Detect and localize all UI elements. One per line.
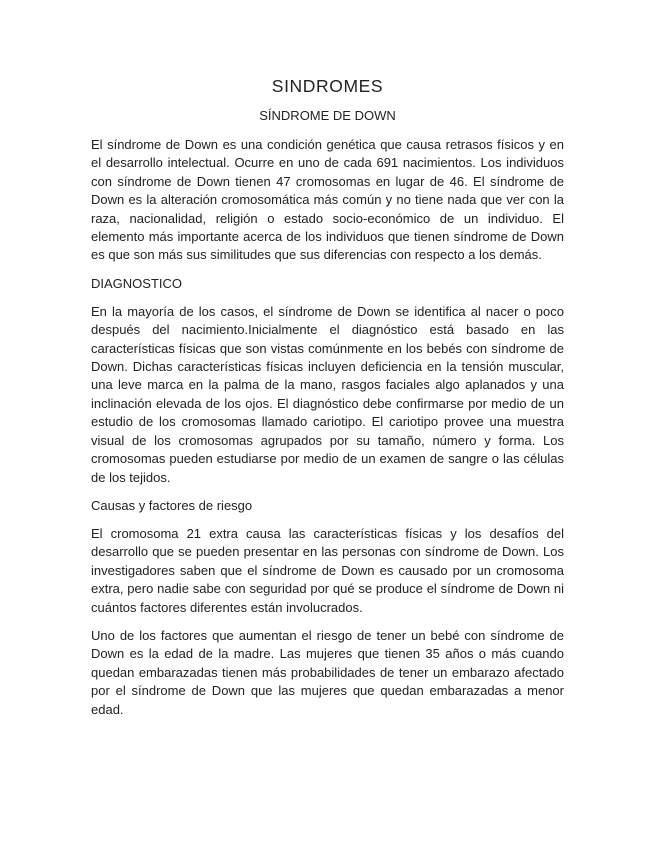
causes-heading: Causas y factores de riesgo (91, 497, 253, 513)
diagnosis-heading: DIAGNOSTICO (91, 275, 183, 291)
document-title: SINDROMES (271, 76, 384, 96)
intro-paragraph: El síndrome de Down es una condición genética que causa retrasos físicos y en el desarrollo intelectual. Ocurre en uno de cada 691 nacimientos. Los individuos con síndrome de Down tienen 47 cromosomas en lugar de 46. El síndrome de Down es la alteración cromosomática más común y no tiene nada que ver con la raza, nacionalidad, religión o estado socio-económico de un individuo. El elemento más importante acerca de los individuos que tienen síndrome de Down es que son más sus similitudes que sus diferencias con respecto a los demás. (91, 137, 564, 263)
causes-paragraph-1: El cromosoma 21 extra causa las características físicas y los desafíos del desarrollo que se pueden presentar en las personas con síndrome de Down. Los investigadores saben que el síndrome de Down es causado por un cromosoma extra, pero nadie sabe con seguridad por qué se produce el síndrome de Down ni cuántos factores diferentes están involucrados. (91, 525, 564, 615)
causes-paragraph-2: Uno de los factores que aumentan el riesgo de tener un bebé con síndrome de Down es la edad de la madre. Las mujeres que tienen 35 años o más cuando quedan embarazadas tienen más probabilidades de tener un embarazo afectado por el síndrome de Down que las mujeres que quedan embarazadas a menor edad. (91, 627, 564, 717)
diagnosis-paragraph: En la mayoría de los casos, el síndrome de Down se identifica al nacer o poco después del nacimiento.Inicialmente el diagnóstico está basado en las características físicas que son vistas comúnmente en los bebés con síndrome de Down. Dichas características físicas incluyen deficiencia en la tensión muscular, una leve marca en la palma de la mano, rasgos faciales algo aplanados y una inclinación elevada de los ojos. El diagnóstico debe confirmarse por medio de un estudio de los cromosomas llamado cariotipo. El cariotipo provee una muestra visual de los cromosomas agrupados por su tamaño, número y forma. Los cromosomas pueden estudiarse por medio de un examen de sangre o las células de los tejidos. (91, 303, 564, 485)
document-subtitle: SÍNDROME DE DOWN (259, 108, 396, 123)
document-page (91, 74, 564, 729)
